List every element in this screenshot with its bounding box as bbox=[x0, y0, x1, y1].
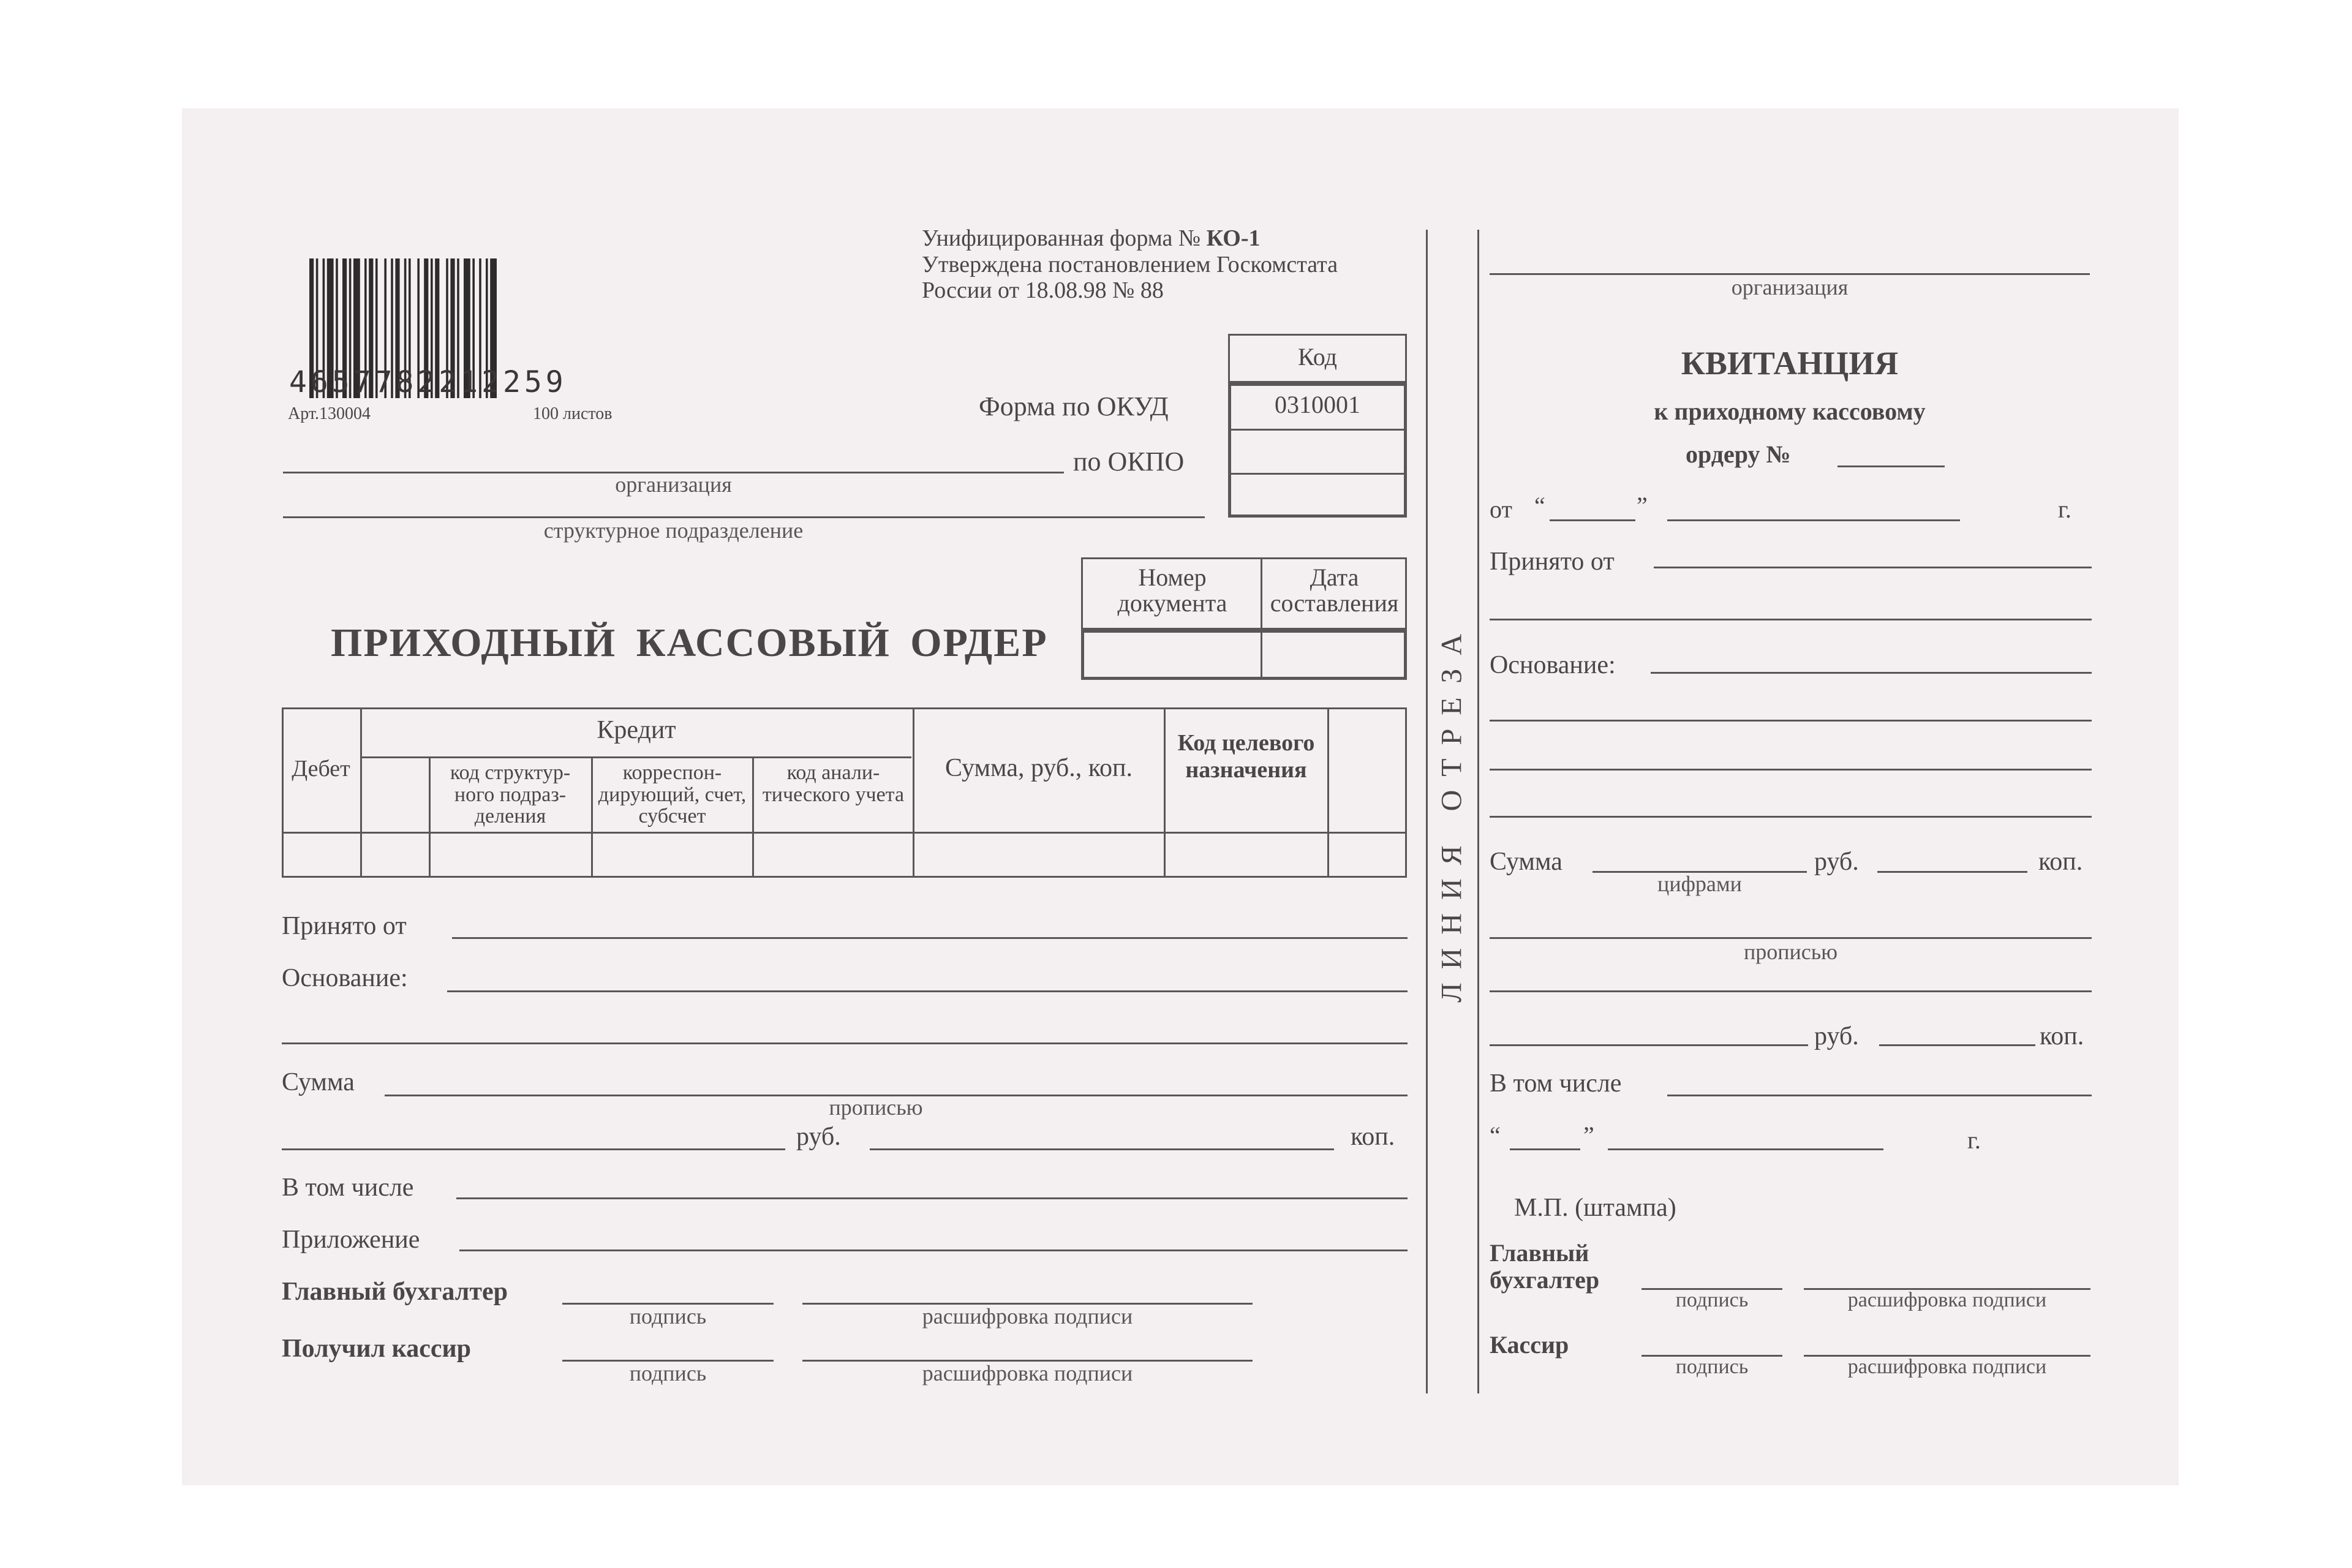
receipt-rub-label: руб. bbox=[1814, 848, 1859, 876]
receipt-in-words-caption: прописью bbox=[1743, 940, 1838, 964]
okpo-label: по ОКПО bbox=[1073, 447, 1185, 477]
doc-date-header: Дата составления bbox=[1270, 564, 1399, 617]
receipt-rub-label-2: руб. bbox=[1814, 1022, 1859, 1050]
struct-code-header: код структур-ного подраз-деления bbox=[450, 761, 571, 828]
receipt-quote-close: ” bbox=[1637, 492, 1648, 519]
receipt-date-day-field[interactable] bbox=[1510, 1148, 1580, 1150]
receipt-order-number-label: ордеру № bbox=[1686, 440, 1791, 468]
form-code: КО-1 bbox=[1206, 225, 1261, 251]
receipt-received-from-label: Принято от bbox=[1490, 548, 1615, 576]
page-title: ПРИХОДНЫЙ КАССОВЫЙ ОРДЕР bbox=[331, 620, 1048, 665]
form-header bbox=[922, 225, 1338, 304]
credit-header: Кредит bbox=[597, 716, 676, 744]
receipt-stamp-label: М.П. (штампа) bbox=[1514, 1194, 1676, 1222]
receipt-signature-decoding-caption: расшифровка подписи bbox=[1847, 1289, 2047, 1311]
department-caption: структурное подразделение bbox=[543, 518, 804, 543]
organization-caption: организация bbox=[615, 472, 732, 497]
receipt-month-field[interactable] bbox=[1667, 519, 1960, 521]
cut-line-right bbox=[1477, 230, 1479, 1393]
receipt-basis-label: Основание: bbox=[1490, 651, 1616, 679]
including-label: В том числе bbox=[282, 1174, 414, 1202]
cut-line-label: ЛИНИЯ ОТРЕЗА bbox=[1435, 620, 1468, 1003]
rub-label: руб. bbox=[796, 1123, 841, 1151]
attachment-field[interactable] bbox=[459, 1250, 1408, 1251]
form-header-line1: Унифицированная форма № bbox=[922, 225, 1207, 251]
signature-decoding-caption: расшифровка подписи bbox=[922, 1304, 1133, 1329]
cut-line-left bbox=[1426, 230, 1428, 1393]
basis-field[interactable] bbox=[447, 990, 1408, 992]
basis-field-2[interactable] bbox=[282, 1042, 1408, 1044]
receipt-basis-field-2[interactable] bbox=[1490, 720, 2092, 722]
receipt-including-field[interactable] bbox=[1667, 1095, 2092, 1096]
basis-label: Основание: bbox=[282, 964, 408, 992]
receipt-sum-label: Сумма bbox=[1490, 848, 1562, 876]
receipt-quote-open: “ bbox=[1534, 492, 1545, 519]
receipt-kop-label: коп. bbox=[2038, 848, 2083, 876]
receipt-date-month-field[interactable] bbox=[1608, 1148, 1883, 1150]
receipt-basis-field[interactable] bbox=[1651, 672, 2092, 674]
receipt-signature-caption: подпись bbox=[1675, 1289, 1749, 1311]
receipt-sum-words-field-2[interactable] bbox=[1490, 990, 2092, 992]
okud-value[interactable]: 0310001 bbox=[1275, 391, 1360, 418]
received-cashier-label: Получил кассир bbox=[282, 1335, 472, 1363]
receipt-from-label: от bbox=[1490, 496, 1512, 523]
attachment-label: Приложение bbox=[282, 1226, 420, 1254]
receipt-chief-label-2: бухгалтер bbox=[1490, 1266, 1600, 1294]
receipt-kop-label-2: коп. bbox=[2040, 1022, 2084, 1050]
form-header-line2: Утверждена постановлением Госкомстата bbox=[922, 251, 1338, 277]
receipt-organization-caption: организация bbox=[1731, 275, 1849, 300]
receipt-chief-label-1: Главный bbox=[1490, 1239, 1589, 1267]
doc-number-value[interactable] bbox=[1084, 633, 1259, 677]
receipt-basis-field-4[interactable] bbox=[1490, 816, 2092, 818]
receipt-received-from-field[interactable] bbox=[1654, 567, 2092, 568]
receipt-signature-decoding-caption: расшифровка подписи bbox=[1847, 1355, 2047, 1378]
code-divider bbox=[1228, 429, 1407, 431]
sum-in-words-caption: прописью bbox=[829, 1095, 923, 1120]
receipt-date-year-label: г. bbox=[1967, 1126, 1981, 1154]
receipt-day-field[interactable] bbox=[1550, 519, 1635, 521]
receipt-order-number-field[interactable] bbox=[1838, 466, 1945, 467]
code-divider bbox=[1228, 473, 1407, 475]
article-number: Арт.130004 bbox=[288, 404, 371, 423]
receipt-cashier-label: Кассир bbox=[1490, 1331, 1569, 1359]
signature-decoding-caption: расшифровка подписи bbox=[922, 1361, 1133, 1385]
purpose-code-header: Код целевого назначения bbox=[1177, 730, 1315, 783]
main-table-rule bbox=[360, 756, 911, 758]
receipt-title: КВИТАНЦИЯ bbox=[1681, 345, 1899, 382]
table-row[interactable] bbox=[283, 834, 1406, 876]
receipt-in-digits-caption: цифрами bbox=[1657, 872, 1742, 896]
receipt-rub-field-2[interactable] bbox=[1490, 1044, 1808, 1046]
receipt-including-label: В том числе bbox=[1490, 1069, 1622, 1098]
receipt-date-quote-open: “ bbox=[1490, 1121, 1501, 1149]
including-field[interactable] bbox=[456, 1197, 1408, 1199]
receipt-basis-field-3[interactable] bbox=[1490, 769, 2092, 771]
chief-accountant-label: Главный бухгалтер bbox=[282, 1278, 508, 1306]
debit-header: Дебет bbox=[292, 756, 350, 782]
signature-caption: подпись bbox=[629, 1304, 707, 1329]
receipt-received-from-field-2[interactable] bbox=[1490, 619, 2092, 620]
doc-date-value[interactable] bbox=[1263, 633, 1404, 677]
receipt-subtitle: к приходному кассовому bbox=[1654, 398, 1926, 425]
sum-header: Сумма, руб., коп. bbox=[945, 754, 1133, 782]
code-header-label: Код bbox=[1298, 343, 1337, 371]
sum-kop-field[interactable] bbox=[870, 1148, 1334, 1150]
form-header-line3: России от 18.08.98 № 88 bbox=[922, 277, 1164, 304]
signature-caption: подпись bbox=[629, 1361, 707, 1385]
receipt-date-quote-close: ” bbox=[1583, 1121, 1594, 1149]
received-from-label: Принято от bbox=[282, 912, 407, 940]
okud-label: Форма по ОКУД bbox=[979, 391, 1169, 421]
kop-label: коп. bbox=[1351, 1123, 1395, 1151]
sheets-count: 100 листов bbox=[533, 404, 612, 423]
analytic-header: код анали-тического учета bbox=[762, 761, 905, 806]
receipt-kop-field[interactable] bbox=[1877, 871, 2027, 873]
sum-rub-field[interactable] bbox=[282, 1148, 785, 1150]
barcode-digits: 4657782212259 bbox=[289, 365, 567, 399]
doc-number-header: Номер документа bbox=[1117, 564, 1227, 617]
receipt-kop-field-2[interactable] bbox=[1879, 1044, 2035, 1046]
sum-label: Сумма bbox=[282, 1068, 355, 1096]
received-from-field[interactable] bbox=[452, 937, 1408, 939]
account-header: корреспон-дирующий, счет, субсчет bbox=[598, 761, 747, 828]
receipt-year-label: г. bbox=[2058, 496, 2071, 523]
receipt-signature-caption: подпись bbox=[1675, 1355, 1749, 1378]
